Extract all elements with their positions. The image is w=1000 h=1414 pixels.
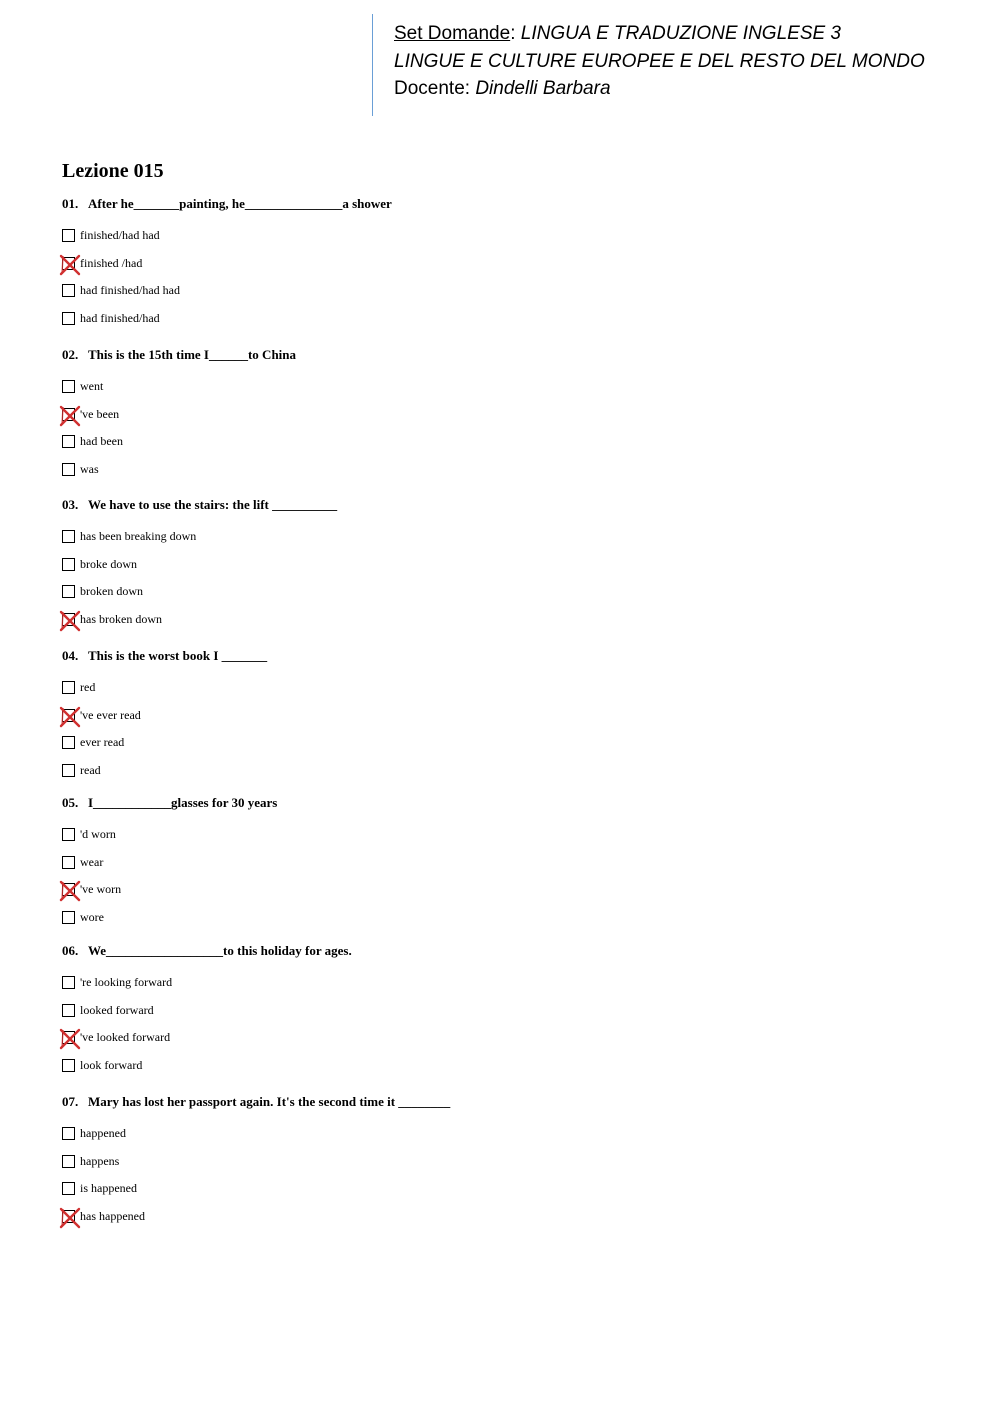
option-label: had been: [80, 434, 123, 449]
answer-option[interactable]: [62, 702, 962, 730]
checkbox[interactable]: [62, 736, 75, 749]
teacher-label: Docente:: [394, 78, 476, 99]
cross-mark-icon: [59, 254, 81, 276]
option-label: happens: [80, 1153, 120, 1168]
option-label: has happened: [80, 1209, 145, 1224]
question-prompt: We__________________to this holiday for ages.: [88, 943, 352, 958]
question-text: [62, 496, 962, 514]
checkbox[interactable]: [62, 229, 75, 242]
answer-option[interactable]: [62, 997, 962, 1025]
option-label: had finished/had: [80, 311, 160, 326]
checkbox[interactable]: [62, 764, 75, 777]
question-number: 03.: [62, 497, 79, 512]
answer-option[interactable]: [62, 821, 962, 849]
answer-option[interactable]: [62, 373, 962, 401]
answer-option[interactable]: [62, 1175, 962, 1203]
question-text: [62, 195, 962, 213]
option-label: went: [80, 379, 104, 394]
checkbox[interactable]: [62, 558, 75, 571]
option-label: has been breaking down: [80, 529, 197, 544]
option-label: 've ever read: [80, 707, 141, 722]
option-label: finished/had had: [80, 228, 160, 243]
answer-options: [62, 523, 962, 633]
question-prompt: This is the worst book I _______: [88, 648, 268, 663]
answer-option[interactable]: [62, 578, 962, 606]
question-7: [62, 1093, 962, 1230]
question-prompt: I____________glasses for 30 years: [88, 795, 278, 810]
question-number: 06.: [62, 943, 79, 958]
cross-mark-icon: [59, 405, 81, 427]
question-number: 02.: [62, 347, 79, 362]
question-2: [62, 346, 962, 483]
checkbox[interactable]: [62, 856, 75, 869]
question-text: [62, 1093, 962, 1111]
cross-mark-icon: [59, 1207, 81, 1229]
checkbox[interactable]: [62, 585, 75, 598]
checkbox[interactable]: [62, 976, 75, 989]
answer-options: [62, 1120, 962, 1230]
answer-option[interactable]: [62, 904, 962, 932]
option-label: is happened: [80, 1181, 137, 1196]
option-label: finished /had: [80, 255, 143, 270]
question-number: 07.: [62, 1094, 79, 1109]
answer-option[interactable]: [62, 277, 962, 305]
answer-options: [62, 373, 962, 483]
answer-option[interactable]: [62, 876, 962, 904]
checked-checkbox[interactable]: [62, 257, 75, 270]
answer-option[interactable]: [62, 1120, 962, 1148]
answer-options: [62, 674, 962, 784]
checkbox[interactable]: [62, 1127, 75, 1140]
answer-option[interactable]: [62, 674, 962, 702]
answer-options: [62, 222, 962, 332]
option-label: 'd worn: [80, 827, 116, 842]
option-label: wear: [80, 854, 104, 869]
answer-option[interactable]: [62, 1148, 962, 1176]
answer-option[interactable]: [62, 757, 962, 785]
cross-mark-icon: [59, 706, 81, 728]
question-3: [62, 496, 962, 633]
cross-mark-icon: [59, 1028, 81, 1050]
option-label: wore: [80, 910, 104, 925]
checked-checkbox[interactable]: [62, 1210, 75, 1223]
answer-option[interactable]: [62, 456, 962, 484]
question-prompt: Mary has lost her passport again. It's the second time it ________: [88, 1094, 451, 1109]
question-number: 04.: [62, 648, 79, 663]
option-label: was: [80, 462, 99, 477]
option-label: broke down: [80, 556, 137, 571]
answer-option[interactable]: [62, 849, 962, 877]
answer-option[interactable]: [62, 551, 962, 579]
cross-mark-icon: [59, 610, 81, 632]
answer-option[interactable]: [62, 1203, 962, 1231]
option-label: has broken down: [80, 612, 162, 627]
checkbox[interactable]: [62, 435, 75, 448]
option-label: ever read: [80, 735, 125, 750]
question-4: [62, 647, 962, 784]
question-number: 05.: [62, 795, 79, 810]
checkbox[interactable]: [62, 1059, 75, 1072]
option-label: 've worn: [80, 882, 122, 897]
answer-option[interactable]: [62, 729, 962, 757]
checkbox[interactable]: [62, 284, 75, 297]
checkbox[interactable]: [62, 1182, 75, 1195]
option-label: looked forward: [80, 1002, 154, 1017]
set-separator: :: [510, 23, 521, 44]
question-text: [62, 942, 962, 960]
question-1: [62, 195, 962, 332]
answer-options: [62, 969, 962, 1079]
checkbox[interactable]: [62, 681, 75, 694]
cross-mark-icon: [59, 880, 81, 902]
checkbox[interactable]: [62, 911, 75, 924]
question-6: [62, 942, 962, 1079]
answer-option[interactable]: [62, 606, 962, 634]
option-label: read: [80, 763, 101, 778]
checked-checkbox[interactable]: [62, 709, 75, 722]
set-line: [394, 20, 972, 48]
checkbox[interactable]: [62, 1004, 75, 1017]
answer-option[interactable]: [62, 305, 962, 333]
program-name: LINGUE E CULTURE EUROPEE E DEL RESTO DEL MONDO: [394, 50, 925, 72]
teacher-name: Dindelli Barbara: [475, 78, 611, 99]
checkbox[interactable]: [62, 380, 75, 393]
answer-option[interactable]: [62, 523, 962, 551]
option-label: happened: [80, 1126, 126, 1141]
answer-option[interactable]: [62, 1024, 962, 1052]
answer-option[interactable]: [62, 250, 962, 278]
option-label: had finished/had had: [80, 283, 180, 298]
set-label: Set Domande: [394, 23, 511, 44]
checkbox[interactable]: [62, 463, 75, 476]
checkbox[interactable]: [62, 312, 75, 325]
option-label: 've looked forward: [80, 1030, 171, 1045]
question-prompt: This is the 15th time I______to China: [88, 347, 297, 362]
checkbox[interactable]: [62, 530, 75, 543]
question-5: [62, 794, 962, 931]
question-prompt: After he_______painting, he_______________a shower: [88, 196, 392, 211]
question-text: [62, 794, 962, 812]
course-name: LINGUA E TRADUZIONE INGLESE 3: [520, 23, 842, 44]
question-text: [62, 346, 962, 364]
checked-checkbox[interactable]: [62, 408, 75, 421]
document-header: [372, 14, 972, 116]
answer-option[interactable]: [62, 1052, 962, 1080]
question-number: 01.: [62, 196, 79, 211]
option-label: look forward: [80, 1058, 143, 1073]
checked-checkbox[interactable]: [62, 883, 75, 896]
answer-option[interactable]: [62, 428, 962, 456]
answer-option[interactable]: [62, 222, 962, 250]
checked-checkbox[interactable]: [62, 1031, 75, 1044]
question-prompt: We have to use the stairs: the lift __________: [88, 497, 338, 512]
checked-checkbox[interactable]: [62, 613, 75, 626]
option-label: 're looking forward: [80, 975, 173, 990]
option-label: broken down: [80, 584, 143, 599]
lesson-title: Lezione 015: [62, 160, 164, 182]
checkbox[interactable]: [62, 828, 75, 841]
answer-options: [62, 821, 962, 931]
teacher-line: [394, 75, 972, 103]
question-text: [62, 647, 962, 665]
answer-option[interactable]: [62, 969, 962, 997]
option-label: red: [80, 680, 96, 695]
answer-option[interactable]: [62, 401, 962, 429]
checkbox[interactable]: [62, 1155, 75, 1168]
option-label: 've been: [80, 406, 120, 421]
